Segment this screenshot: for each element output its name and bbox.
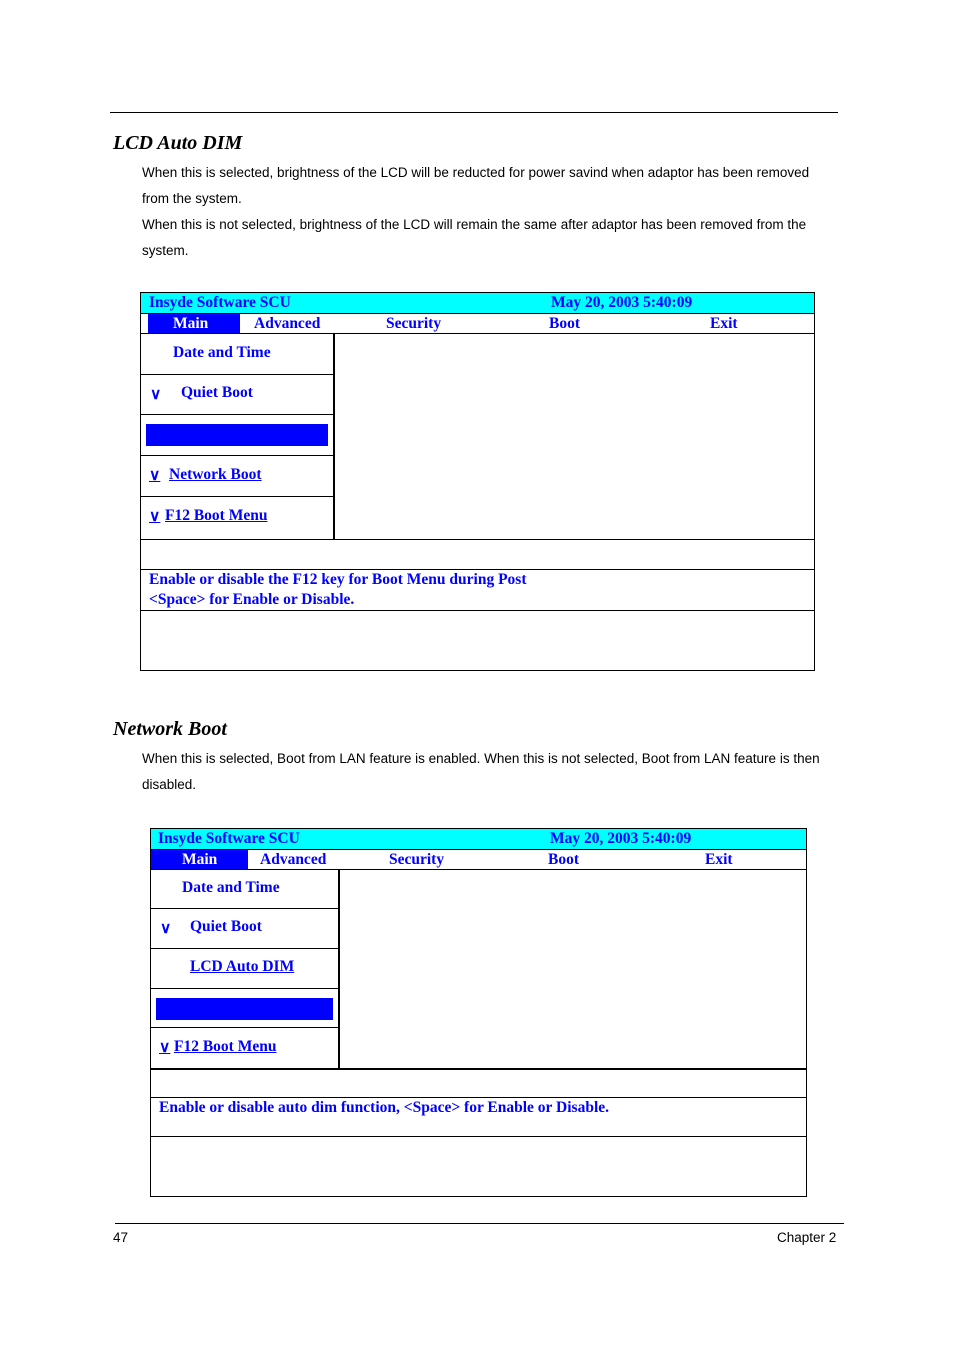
- section-heading-lcd-auto-dim: LCD Auto DIM: [113, 132, 243, 154]
- item-quiet-boot[interactable]: [151, 909, 338, 949]
- menu-advanced[interactable]: Advanced: [260, 851, 327, 868]
- bios-title-bar: [141, 293, 814, 314]
- help-text-line-1: Enable or disable auto dim function, <Space> for Enable or Disable.: [159, 1099, 609, 1116]
- item-label: Quiet Boot: [190, 918, 262, 935]
- bios-datetime: May 20, 2003 5:40:09: [551, 294, 693, 311]
- check-icon: ∨: [159, 1039, 171, 1056]
- item-date-and-time[interactable]: [151, 870, 338, 909]
- menu-boot[interactable]: Boot: [548, 851, 579, 868]
- bios-menu-bar: [141, 314, 814, 334]
- bios-title: Insyde Software SCU: [149, 294, 291, 311]
- menu-boot[interactable]: Boot: [549, 315, 580, 332]
- bios-item-list: [141, 334, 335, 539]
- bios-screen-lcd-auto-dim: [140, 292, 815, 671]
- item-label: F12 Boot Menu: [165, 507, 268, 524]
- menu-exit[interactable]: Exit: [705, 851, 733, 868]
- item-f12-boot-menu[interactable]: [141, 497, 333, 539]
- bios-title-bar: [151, 829, 806, 850]
- check-icon: ∨: [150, 386, 162, 403]
- item-label: F12 Boot Menu: [174, 1038, 277, 1055]
- check-icon: ∨: [149, 467, 161, 484]
- paragraph: When this is selected, Boot from LAN feature is enabled. When this is not selected, Boot from LAN feature is then disabled.: [142, 751, 820, 792]
- menu-exit[interactable]: Exit: [710, 315, 738, 332]
- item-lcd-auto-dim-selected[interactable]: [141, 415, 333, 456]
- item-label: LCD Auto DIM: [190, 958, 295, 975]
- item-network-boot-selected[interactable]: [151, 989, 338, 1028]
- bios-title: Insyde Software SCU: [158, 830, 300, 847]
- item-quiet-boot[interactable]: [141, 375, 333, 415]
- bios-screen-network-boot: [150, 828, 807, 1197]
- paragraph: When this is selected, brightness of the LCD will be reducted for power savind when adaptor has been removed from the system.: [142, 165, 810, 206]
- bios-menu-bar: [151, 850, 806, 870]
- chapter-label: Chapter 2: [777, 1230, 837, 1245]
- divider: [151, 1068, 806, 1070]
- page-number: 47: [113, 1230, 129, 1245]
- bios-datetime: May 20, 2003 5:40:09: [550, 830, 692, 847]
- menu-advanced[interactable]: Advanced: [254, 315, 321, 332]
- help-text-line-1: Enable or disable the F12 key for Boot Menu during Post: [149, 571, 527, 588]
- header-rule: [110, 112, 838, 113]
- item-label: Date and Time: [182, 879, 280, 896]
- menu-security[interactable]: Security: [389, 851, 445, 868]
- footer-rule: [115, 1223, 844, 1224]
- item-date-and-time[interactable]: [141, 334, 333, 375]
- selection-highlight: [146, 424, 328, 446]
- menu-main[interactable]: Main: [151, 850, 248, 869]
- item-lcd-auto-dim[interactable]: [151, 949, 338, 989]
- item-f12-boot-menu[interactable]: [151, 1028, 338, 1070]
- help-text-line-2: <Space> for Enable or Disable.: [149, 591, 355, 608]
- menu-main[interactable]: Main: [148, 314, 240, 333]
- bios-item-list: [151, 870, 340, 1070]
- menu-security[interactable]: Security: [386, 315, 442, 332]
- selection-highlight: [156, 998, 333, 1020]
- item-label: Network Boot: [169, 466, 262, 483]
- section-heading-network-boot: Network Boot: [113, 718, 227, 740]
- check-icon: ∨: [149, 508, 161, 525]
- item-network-boot[interactable]: [141, 456, 333, 497]
- divider: [151, 1136, 806, 1137]
- divider: [141, 539, 814, 540]
- item-label: Date and Time: [173, 344, 271, 361]
- paragraph: When this is not selected, brightness of the LCD will remain the same after adaptor has been removed from the system.: [142, 217, 807, 258]
- divider: [141, 610, 814, 611]
- item-label: Quiet Boot: [181, 384, 253, 401]
- check-icon: ∨: [160, 920, 172, 937]
